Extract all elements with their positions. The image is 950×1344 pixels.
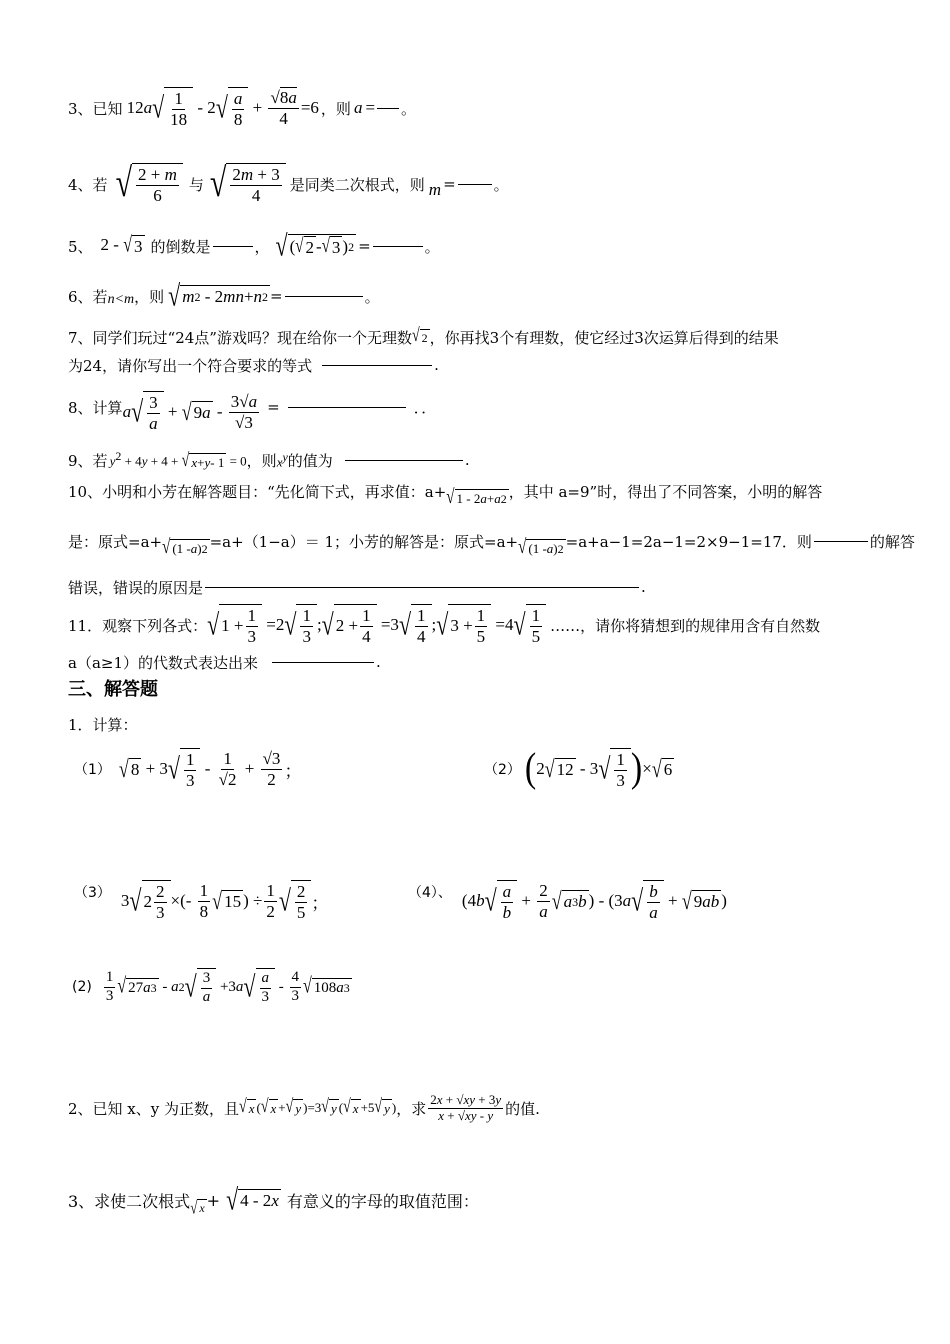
p3-radical-1: √ x	[190, 1196, 205, 1218]
problem-1-title: 1．计算：	[68, 715, 138, 734]
q4-blank[interactable]	[458, 183, 492, 185]
problem-2: 2、已知 x、y 为正数，且 √ x ( √ x + √ y )=3 √ y ( √ x +5 √ y ) ，求 $\frac{2x + √xy + 3y}{x + √xy - y}$ 的值.	[68, 1091, 540, 1123]
q10-radical-2: √ (1 - a ) 2	[162, 536, 208, 559]
p1-2-formula: ( 2 √ 12 - 3 √ $\frac{1}{3}$ ) × √ 6	[524, 746, 673, 791]
question-5: 5、 2 - √ 3 的倒数是 ， √ ( √ 2 - √ 3 ) 2 = 。	[68, 228, 440, 263]
question-9: 9、 若 $y^2 + 4y + 4$ + √ x + y - 1 = 0 ，则 $x^y$ 的值为 .	[68, 448, 470, 472]
q5-blank-1[interactable]	[213, 245, 253, 247]
problem-1-part-4: （4）、 (4 b √ $\frac{a}{b}$ + $\frac{2}{a}$ √ a 3 b ) - (3 a √ $\frac{b}{a}$ + √ 9 ab )	[408, 880, 727, 922]
q3-formula: 12 a √ $\frac{1}{18}$ - 2 √ $\frac{a}{8}$ + $\frac{√8a}{4}$ =6	[126, 87, 319, 129]
question-7-line-2: 为24，请你写出一个符合要求的等式 .	[68, 356, 439, 375]
p1-4-formula: (4 b √ $\frac{a}{b}$ + $\frac{2}{a}$ √ a 3 b ) - (3 a √ $\frac{b}{a}$ + √ 9 ab )	[461, 880, 727, 922]
q8-blank[interactable]	[288, 406, 406, 408]
q6-radical: √ m 2 - 2 mn + n 2	[168, 278, 269, 313]
q11-pattern: √ 1 + $\frac{1}{3}$ =2 √ $\frac{1}{3}$ ; √ 2 + $\frac{1}{4}$ =3 √ $\frac{1}{4}$ ; √ 3 + $\frac{1}{5}$ =4 √ $\frac{1}{5}$	[207, 604, 546, 646]
q5-expr: 2 - √ 3	[100, 233, 143, 257]
question-10-line-2: 是：原式=a+ √ (1 - a ) 2 =a+（1−a）＝ 1；小芳的解答是：原式=a+ √ (1 - a ) 2 =a+a−1=2a−1=2×9−1=17．则 的解答	[68, 532, 915, 559]
q5-radical: √ ( √ 2 - √ 3 ) 2	[275, 228, 355, 263]
p2-expression: $\frac{2x + √xy + 3y}{x + √xy - y}$	[430, 1091, 502, 1123]
p1-1-formula: √ 8 + 3 √ $\frac{1}{3}$ - $\frac{1}{√2}$ + $\frac{√3}{2}$ ；	[118, 748, 302, 790]
q5-blank-2[interactable]	[373, 245, 423, 247]
p2-condition: √ x ( √ x + √ y )=3 √ y ( √ x +5 √ y )	[239, 1097, 397, 1118]
q10-blank-2[interactable]	[205, 586, 639, 588]
q9-equation: $y^2 + 4y + 4$ + √ x + y - 1 = 0	[109, 448, 247, 472]
p3-radical-2: √ 4 - 2 x	[226, 1182, 279, 1217]
q8-formula: a √ $\frac{3}{a}$ + √ 9 a - $\frac{3√a}{√3}$	[122, 391, 258, 433]
question-3: 3、 已知 12 a √ $\frac{1}{18}$ - 2 √ $\frac{a}{8}$ + $\frac{√8a}{4}$ =6 ，则 a = 。	[68, 87, 417, 129]
q4-radical-1: √ $\frac{2 + m}{6}$	[116, 163, 183, 205]
q6-blank[interactable]	[285, 295, 363, 297]
problem-1-part-2: （2） ( 2 √ 12 - 3 √ $\frac{1}{3}$ ) × √ 6	[484, 746, 673, 791]
q10-radical-3: √ (1 - a ) 2	[518, 536, 564, 559]
q3-number: 3、	[68, 99, 93, 118]
q10-blank-1[interactable]	[814, 540, 868, 542]
question-11-line-1: 11．观察下列各式： √ 1 + $\frac{1}{3}$ =2 √ $\frac{1}{3}$ ; √ 2 + $\frac{1}{4}$ =3 √ $\frac{1}{4}$ ; √ 3 + $\frac{1}{5}$ =4 √ $\frac{1}{5}$ ……，请你将猜想到的规律用含有自然数	[68, 605, 821, 646]
p1-3-formula: 3 √ 2 $\frac{2}{3}$ ×(- $\frac{1}{8}$ √ 15 ) ÷ $\frac{1}{2}$ √ $\frac{2}{5}$ ；	[120, 880, 329, 922]
question-10-line-1: 10、小明和小芳在解答题目：“先化简下式，再求值：a+ √ 1 - 2 a + a 2 ，其中 a=9”时，得出了不同答案，小明的解答	[68, 482, 823, 509]
p1-5-formula: $\frac{1}{3}$ √ 27 a 3 - a 2 √ $\frac{3}{a}$ +3 a √ $\frac{a}{3}$ - $\frac{4}{3}$ √ 108 a 3	[105, 969, 350, 1005]
question-8: 8、 计算 a √ $\frac{3}{a}$ + √ 9 a - $\frac{3√a}{√3}$ = ．．	[68, 391, 437, 433]
problem-1-part-1: （1） √ 8 + 3 √ $\frac{1}{3}$ - $\frac{1}{√2}$ + $\frac{√3}{2}$ ；	[74, 748, 302, 790]
q11-blank[interactable]	[272, 661, 374, 663]
q4-radical-2: √ $\frac{2m + 3}{4}$	[210, 163, 286, 205]
q3-var: a	[353, 98, 363, 117]
q3-tail: ，则	[320, 99, 351, 118]
section-title: 三、解答题	[68, 679, 158, 700]
q3-blank[interactable]	[377, 107, 399, 109]
q7-blank[interactable]	[322, 364, 432, 366]
question-4: 4、 若 √ $\frac{2 + m}{6}$ 与 √ $\frac{2m + 3}{4}$ 是同类二次根式，则 m = 。	[68, 161, 509, 206]
q3-text: 已知	[92, 99, 123, 118]
question-7-line-1: 7、同学们玩过“24点”游戏吗？现在给你一个无理数 √ 2 ，你再找3个有理数，使它经过3次运算后得到的结果	[68, 326, 779, 347]
question-6: 6、 若 n<m ，则 √ m 2 - 2 mn + n 2 = 。	[68, 278, 380, 313]
problem-3: 3、求使二次根式 √ x + √ 4 - 2 x 有意义的字母的取值范围：	[68, 1182, 479, 1218]
q7-sqrt2: √ 2	[411, 326, 428, 347]
q10-radical-1: √ 1 - 2 a + a 2	[446, 486, 507, 509]
problem-1-part-3: （3） 3 √ 2 $\frac{2}{3}$ ×(- $\frac{1}{8}$ √ 15 ) ÷ $\frac{1}{2}$ √ $\frac{2}{5}$ ；	[74, 880, 329, 922]
question-11-line-2: a（a≥1）的代数式表达出来 .	[68, 653, 381, 672]
question-10-line-3: 错误，错误的原因是 .	[68, 578, 646, 597]
q9-blank[interactable]	[345, 459, 463, 461]
problem-1-part-5: (2) $\frac{1}{3}$ √ 27 a 3 - a 2 √ $\frac{3}{a}$ +3 a √ $\frac{a}{3}$ - $\frac{4}{3}$ √ 108 a 3	[72, 969, 350, 1005]
